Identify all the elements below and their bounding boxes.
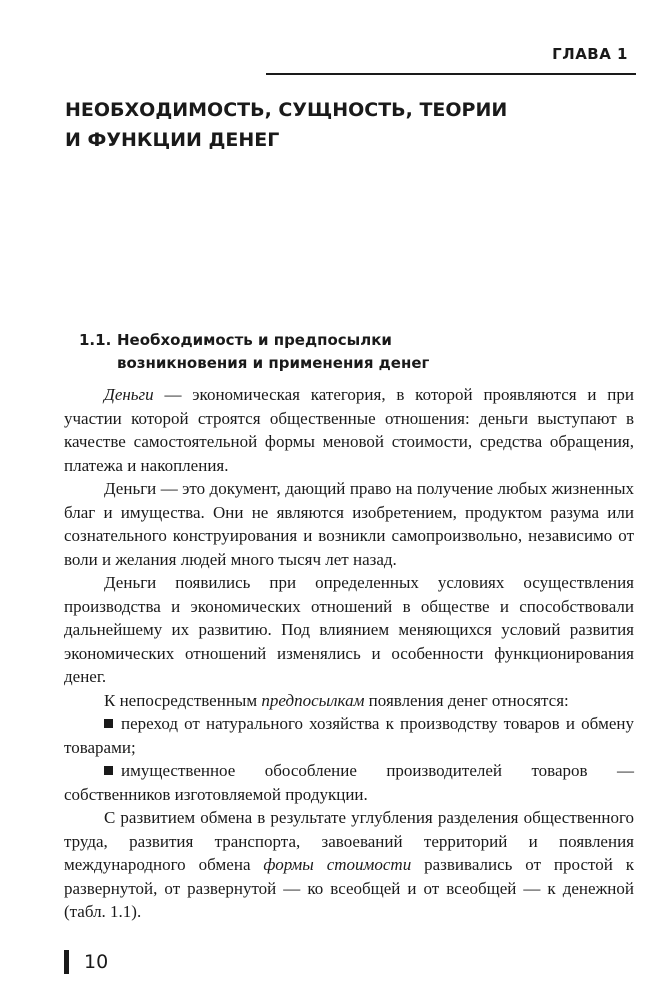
paragraph-prerequisites-after: появления денег относятся: bbox=[364, 690, 569, 710]
section-heading bbox=[79, 329, 559, 375]
section-number: 1.1. bbox=[79, 331, 112, 349]
paragraph-prerequisites-before: К непосредственным bbox=[104, 690, 262, 710]
term-predposylki: предпосылкам bbox=[261, 690, 365, 710]
section-title-line-1: Необходимость и предпосылки bbox=[117, 331, 392, 349]
list-item bbox=[64, 712, 634, 759]
chapter-title bbox=[65, 95, 565, 155]
paragraph-forms-of-value bbox=[64, 806, 634, 924]
paragraph-definition bbox=[64, 383, 634, 477]
section-title-line-2: возникновения и применения денег bbox=[117, 354, 430, 372]
page-number: 10 bbox=[84, 951, 109, 973]
body-text bbox=[64, 383, 634, 924]
term-dengi: Деньги bbox=[104, 385, 154, 404]
header-rule bbox=[266, 73, 636, 75]
list-item-text: переход от натурального хозяйства к производству товаров и обмену товарами; bbox=[64, 714, 634, 757]
square-bullet-icon bbox=[104, 766, 113, 775]
paragraph-definition-text: — экономическая категория, в которой проявляются и при участии которой строятся общественные отношения: деньги выступают в качестве самостоятельной формы меновой стоимости, средства обращения, платежа и накопления. bbox=[64, 385, 634, 475]
chapter-title-line-2: И ФУНКЦИИ ДЕНЕГ bbox=[65, 129, 280, 151]
paragraph-conditions: Деньги появились при определенных условиях осуществления производства и экономических отношений в обществе и способствовали дальнейшему их развитию. Под влиянием меняющихся условий развития экономических отношений изменялись и особенности функционирования денег. bbox=[64, 573, 634, 686]
paragraph-forms-after: развивались от простой к развернутой, от развернутой — ко всеобщей и от всеобщей — к денежной (табл. 1.1). bbox=[64, 855, 634, 921]
term-formy-stoimosti: формы стоимости bbox=[263, 855, 412, 874]
folio-bar bbox=[64, 950, 69, 974]
list-item bbox=[64, 759, 634, 806]
list-item-text: имущественное обособление производителей товаров — собственников изготовляемой продукции. bbox=[64, 761, 634, 804]
paragraph-forms-before: С развитием обмена в результате углубления разделения общественного труда, развития транспорта, завоеваний территорий и появления международного обмена bbox=[64, 808, 634, 874]
paragraph-prerequisites bbox=[64, 689, 634, 713]
chapter-title-line-1: НЕОБХОДИМОСТЬ, СУЩНОСТЬ, ТЕОРИИ bbox=[65, 99, 508, 121]
running-header-chapter: ГЛАВА 1 bbox=[552, 45, 628, 63]
square-bullet-icon bbox=[104, 719, 113, 728]
paragraph-document: Деньги — это документ, дающий право на получение любых жизненных благ и имущества. Они не являются изобретением, продуктом разума или сознательного конструирования и возникли самопроизвольно, независимо от воли и желания людей много тысяч лет назад. bbox=[64, 479, 634, 569]
